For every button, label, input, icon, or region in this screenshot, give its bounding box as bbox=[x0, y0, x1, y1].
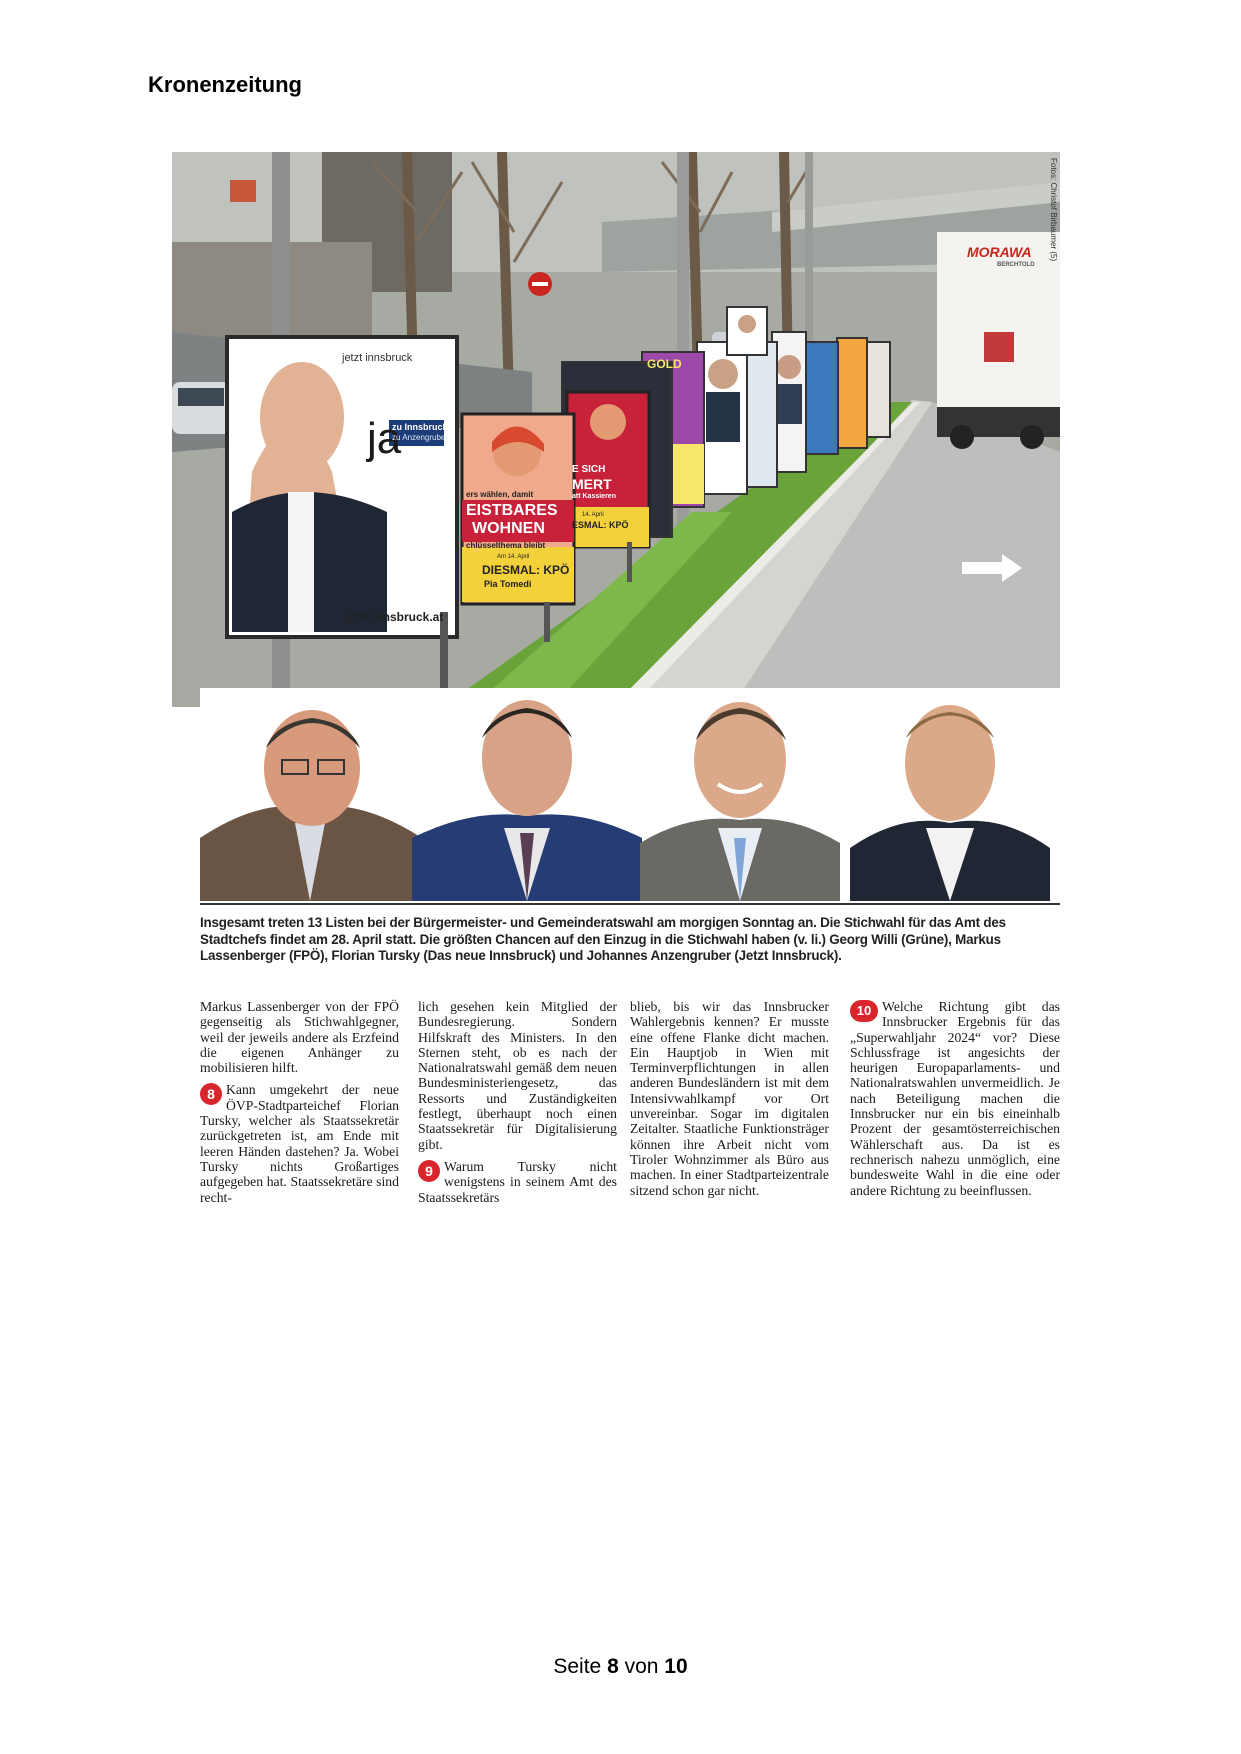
portrait-florian-tursky bbox=[640, 688, 840, 901]
kpo2-poster-line3: att Kassieren bbox=[572, 493, 616, 500]
kpo-poster-date: Am 14. April bbox=[497, 554, 530, 560]
portrait-georg-willi bbox=[200, 688, 425, 901]
jetzt-logo-text: jetzt innsbruck bbox=[342, 352, 413, 364]
kpo-poster-line1: ers wählen, damit bbox=[466, 490, 534, 499]
truck-sub: BERCHTOLD bbox=[997, 262, 1035, 268]
publication-name: Kronenzeitung bbox=[148, 72, 302, 97]
question-8-text: Kann umgekehrt der neue ÖVP-Stadtparteichef Florian Tursky, welcher als Staatssekretär zurückgetreten ist, am Ende mit leeren Händen dastehen? Ja. Wobei Tursky nichts Großartiges aufgegeben hat. Staatssekretäre sind recht- bbox=[200, 1082, 399, 1205]
photo-credit: Fotos: Christof Birbaumer (5) bbox=[1049, 158, 1058, 262]
photo-caption: Insgesamt treten 13 Listen bei der Bürgermeister- und Gemeinderatswahl am morgigen Sonntag an. Die Stichwahl für das Amt des Stadtchefs findet am 28. April statt. Die größten Chancen auf den Einzug in die Stichwahl haben (v. li.) Georg Willi (Grüne), Markus Lassenberger (FPÖ), Florian Tursky (Das neue Innsbruck) und Johannes Anzengruber (Jetzt Innsbruck). bbox=[200, 915, 1006, 963]
caption-rule bbox=[200, 903, 1060, 905]
truck-brand: MORAWA bbox=[967, 244, 1032, 260]
article-column-2 bbox=[418, 999, 617, 1205]
current-page: 8 bbox=[607, 1655, 619, 1678]
question-8 bbox=[200, 1082, 399, 1204]
candidate-portraits bbox=[200, 688, 1060, 901]
gold-poster-text: GOLD bbox=[647, 357, 682, 371]
article-paragraph: lich gesehen kein Mitglied der Bundesregierung. Sondern Hilfskraft des Ministers. In den Sternen steht, ob es nach der Nationalratswahl gemäß dem neuen Bundesministeriengesetz, das Ressorts und Zuständigkeiten festlegt, überhaupt noch einen Staatssekretär für Digitalisierung gibt. bbox=[418, 999, 617, 1152]
kpo-poster-line2: EISTBARES bbox=[466, 502, 558, 519]
kpo-poster-slogan: DIESMAL: KPÖ bbox=[482, 563, 570, 577]
jetzt-ja-text: ja bbox=[367, 414, 402, 463]
question-10 bbox=[850, 999, 1060, 1198]
kpo2-poster-slogan: ESMAL: KPÖ bbox=[572, 520, 629, 530]
kpo-poster-line4: chlüsselthema bleibt bbox=[466, 541, 546, 550]
total-pages: 10 bbox=[664, 1655, 688, 1678]
article-paragraph: blieb, bis wir das Innsbrucker Wahlergebnis kennen? Er musste eine offene Flanke dicht machen. Ein Hauptjob in Wien mit Terminverpflichtungen in allen anderen Bundesländern ist mit dem Intensivwahlkampf vor Ort unvereinbar. Sogar im digitalen Zeitalter. Staatliche Funktionsträger können ihre Arbeit nicht vom Tiroler Wohnzimmer als Büro aus machen. In einer Stadtparteizentrale sitzend schon gar nicht. bbox=[630, 999, 829, 1198]
kpo2-poster-date: 14. April bbox=[582, 512, 604, 518]
article-column-1 bbox=[200, 999, 399, 1205]
kpo2-poster-line2: MERT bbox=[572, 476, 612, 492]
page-footer bbox=[0, 1655, 1241, 1679]
page-of: von bbox=[624, 1655, 659, 1678]
article-column-4 bbox=[850, 999, 1060, 1198]
kpo-poster-name: Pia Tomedi bbox=[484, 579, 532, 589]
question-number-badge: 10 bbox=[850, 1000, 878, 1022]
election-posters-photo bbox=[172, 152, 1060, 707]
article-paragraph: Markus Lassenberger von der FPÖ gegenseitig als Stichwahlgegner, weil der jeweils andere als Erzfeind die eigenen Anhänger zu mobilisieren hilft. bbox=[200, 999, 399, 1076]
page-label: Seite bbox=[553, 1655, 602, 1678]
jetzt-slogan-1: zu Innsbruck. bbox=[392, 422, 451, 432]
kpo-poster-line3: WOHNEN bbox=[472, 520, 545, 537]
portrait-johannes-anzengruber bbox=[840, 688, 1060, 901]
question-10-text: Welche Richtung gibt das Innsbrucker Ergebnis für das „Superwahljahr 2024“ vor? Diese Schlussfrage ist angesichts der heurigen Europaparlaments- und Nationalratswahlen unvermeidlich. Je nach Beteiligung machen die Innsbrucker nur ein bis eineinhalb Prozent der gesamtösterreichischen Wählerschaft aus. Da ist es rechnerisch nahezu unmöglich, eine bundesweite Wahl in die eine oder andere Richtung zu beeinflussen. bbox=[850, 999, 1060, 1198]
kpo2-poster-line1: E SICH bbox=[572, 464, 606, 475]
jetzt-slogan-2: zu Anzengruber. bbox=[392, 433, 450, 442]
question-number-badge: 9 bbox=[418, 1160, 440, 1182]
portrait-markus-lassenberger bbox=[412, 688, 642, 901]
jetzt-url: jetzt-innsbruck.at bbox=[344, 610, 444, 624]
question-9 bbox=[418, 1159, 617, 1205]
article-column-3 bbox=[630, 999, 829, 1198]
question-number-badge: 8 bbox=[200, 1083, 222, 1105]
question-9-text: Warum Tursky nicht wenigstens in seinem Amt des Staatssekretärs bbox=[418, 1158, 617, 1205]
